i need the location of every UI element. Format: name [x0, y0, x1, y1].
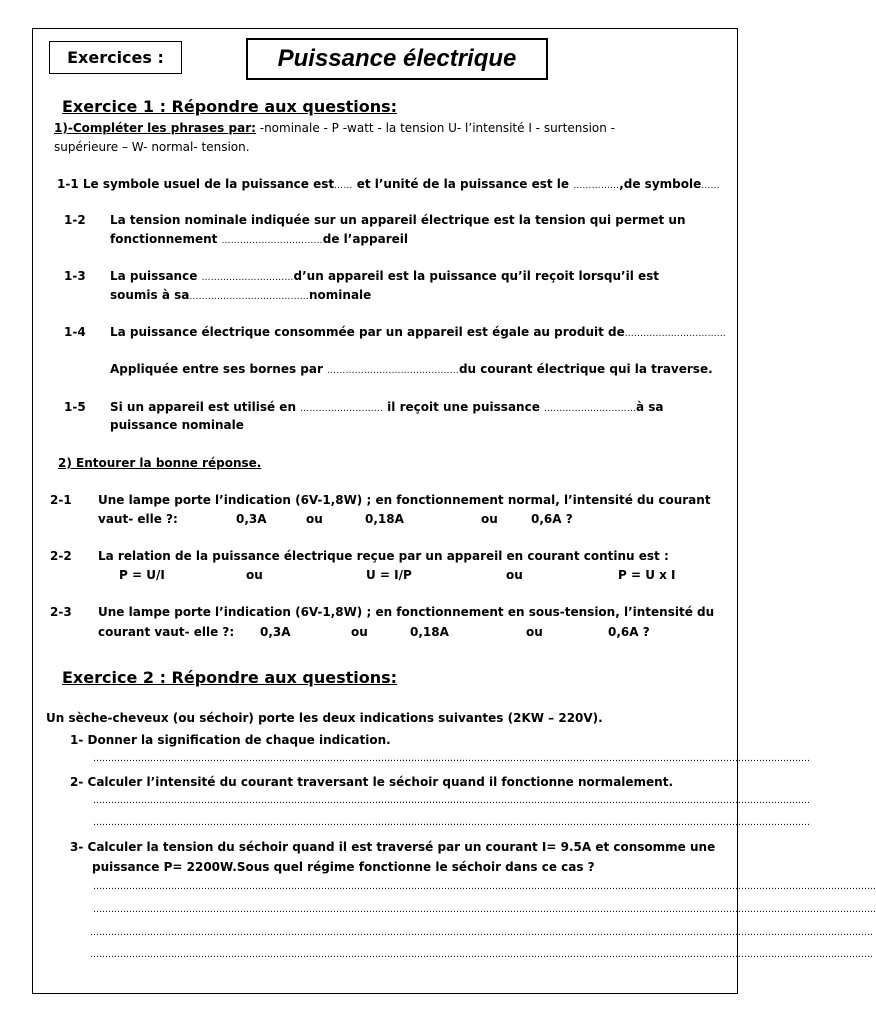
- question-2-3-option-c[interactable]: 0,6A ?: [608, 625, 650, 639]
- part-1-instruction: [54, 121, 615, 135]
- question-2-3-or-2: ou: [526, 625, 543, 639]
- question-1-3-text-b: d’un appareil est la puissance qu’il reçoit lorsqu’il est: [293, 269, 660, 283]
- question-1-4-text-b: Appliquée entre ses bornes par: [110, 362, 328, 376]
- question-1-1-text-c: ,de symbole: [619, 177, 702, 191]
- exercices-tag: [49, 41, 182, 74]
- question-2-2-option-c[interactable]: P = U x I: [618, 568, 676, 582]
- exercise-2-intro: Un sèche-cheveux (ou séchoir) porte les deux indications suivantes (2KW – 220V).: [46, 711, 603, 725]
- question-1-1-text-b: et l’unité de la puissance est le: [352, 177, 574, 191]
- question-1-4-text-a: La puissance électrique consommée par un appareil est égale au produit de: [110, 325, 625, 339]
- question-2-2-or-2: ou: [506, 568, 523, 582]
- exercise-2-question-2: 2- Calculer l’intensité du courant traversant le séchoir quand il fonctionne normalement.: [70, 775, 674, 789]
- question-2-1-number: 2-1: [50, 493, 72, 507]
- part-2-instruction: 2) Entourer la bonne réponse.: [58, 456, 262, 470]
- exercise-1-heading: Exercice 1 : Répondre aux questions:: [62, 97, 398, 116]
- question-1-1-text-a: 1-1 Le symbole usuel de la puissance est: [57, 177, 335, 191]
- answer-line[interactable]: ………………………………………………………………………………………………………………………………: [378, 818, 810, 828]
- question-1-3-text-a: La puissance: [110, 269, 202, 283]
- question-1-2-text-b: de l’appareil: [322, 232, 408, 246]
- question-1-4-line2: Appliquée entre ses bornes par ……………………………….……du courant électrique qui la traverse.: [110, 362, 713, 376]
- question-1-2-number: 1-2: [64, 213, 86, 227]
- question-1-3-line1: La puissance …………………………d’un appareil est la puissance qu’il reçoit lorsqu’il est: [110, 269, 660, 283]
- question-2-3-number: 2-3: [50, 605, 72, 619]
- question-2-3-option-a[interactable]: 0,3A: [260, 625, 291, 639]
- answer-line[interactable]: ………………………………………………………………………………………………………………: [93, 796, 471, 806]
- answer-line[interactable]: ………………………………………………………………………………………………………………: [93, 818, 471, 828]
- answer-line[interactable]: ………………………………………………………………………………………………………………: [93, 754, 471, 764]
- question-1-5-text-b: il reçoit une puissance: [382, 400, 545, 414]
- answer-line[interactable]: ………………………………………………………………………………………………………………………………: [378, 796, 810, 806]
- question-2-1-line1: Une lampe porte l’indication (6V-1,8W) ; en fonctionnement normal, l’intensité du courant: [98, 493, 711, 507]
- question-1-5-text-a: Si un appareil est utilisé en: [110, 400, 301, 414]
- question-1-5-number: 1-5: [64, 400, 86, 414]
- page-title-box: [246, 38, 548, 80]
- question-1-3-text-d: nominale: [309, 288, 372, 302]
- question-1-4-line1: La puissance électrique consommée par un appareil est égale au produit de……………………………: [110, 325, 726, 339]
- question-1-5-line2: puissance nominale: [110, 418, 244, 432]
- question-2-2-option-b[interactable]: U = I/P: [366, 568, 412, 582]
- page-title: Puissance électrique: [277, 45, 517, 72]
- question-2-2-line1: La relation de la puissance électrique reçue par un appareil en courant continu est :: [98, 549, 669, 563]
- question-2-3-line2: courant vaut- elle ?:: [98, 625, 235, 639]
- question-2-1-option-b[interactable]: 0,18A: [365, 512, 404, 526]
- question-1-4-number: 1-4: [64, 325, 86, 339]
- question-2-2-number: 2-2: [50, 549, 72, 563]
- answer-line[interactable]: ………………………………………………………………………………………………………………………………………………………………………………………………………………………………………: [93, 905, 876, 915]
- exercise-2-question-1: 1- Donner la signification de chaque indication.: [70, 733, 391, 747]
- question-1-5-line1: Si un appareil est utilisé en ……………………… il reçoit une puissance …………………………à sa: [110, 400, 664, 414]
- question-1-3-text-c: soumis à sa: [110, 288, 190, 302]
- question-2-1-option-a[interactable]: 0,3A: [236, 512, 267, 526]
- question-1-5-text-c: à sa: [636, 400, 664, 414]
- question-2-3-option-b[interactable]: 0,18A: [410, 625, 449, 639]
- question-1-2-line2: fonctionnement ……………………………de l’appareil: [110, 232, 408, 246]
- question-1-1: 1-1 Le symbole usuel de la puissance est…… et l’unité de la puissance est le ……………,de symbole……: [57, 177, 720, 191]
- question-1-4-text-c: du courant électrique qui la traverse.: [458, 362, 713, 376]
- question-2-3-line1: Une lampe porte l’indication (6V-1,8W) ; en fonctionnement en sous-tension, l’intensité du: [98, 605, 715, 619]
- question-2-2-or-1: ou: [246, 568, 263, 582]
- part-1-label: 1)-Compléter les phrases par:: [54, 121, 256, 135]
- answer-line[interactable]: ………………………………………………………………………………………………………………………………: [378, 754, 810, 764]
- answer-line[interactable]: ………………………………………………………………………………………………………………………………………………………………………………………………………………………………………: [93, 882, 876, 892]
- exercise-2-question-3-line2: puissance P= 2200W.Sous quel régime fonctionne le séchoir dans ce cas ?: [92, 860, 595, 874]
- question-1-2-text-a: fonctionnement: [110, 232, 222, 246]
- question-2-3-or-1: ou: [351, 625, 368, 639]
- part-1-word-list-line2: supérieure – W- normal- tension.: [54, 140, 250, 154]
- question-1-3-line2: soumis à sa…………………………………nominale: [110, 288, 372, 302]
- part-1-word-list-line1: -nominale - P -watt - la tension U- l’intensité I - surtension -: [255, 121, 615, 135]
- question-2-1-or-1: ou: [306, 512, 323, 526]
- question-2-1-option-c[interactable]: 0,6A ?: [531, 512, 573, 526]
- exercices-tag-label: Exercices :: [67, 48, 164, 67]
- answer-line[interactable]: ………………………………………………………………………………………………………………………………………………………………………………………………………………………………………: [90, 928, 873, 938]
- question-2-2-option-a[interactable]: P = U/I: [119, 568, 165, 582]
- exercise-2-heading: Exercice 2 : Répondre aux questions:: [62, 668, 398, 687]
- question-1-2-line1: La tension nominale indiquée sur un appareil électrique est la tension qui permet un: [110, 213, 686, 227]
- exercise-2-question-3-line1: 3- Calculer la tension du séchoir quand il est traversé par un courant I= 9.5A et consomme une: [70, 840, 716, 854]
- question-2-1-or-2: ou: [481, 512, 498, 526]
- question-1-3-number: 1-3: [64, 269, 86, 283]
- question-2-1-line2: vaut- elle ?:: [98, 512, 178, 526]
- answer-line[interactable]: ………………………………………………………………………………………………………………………………………………………………………………………………………………………………………: [90, 950, 873, 960]
